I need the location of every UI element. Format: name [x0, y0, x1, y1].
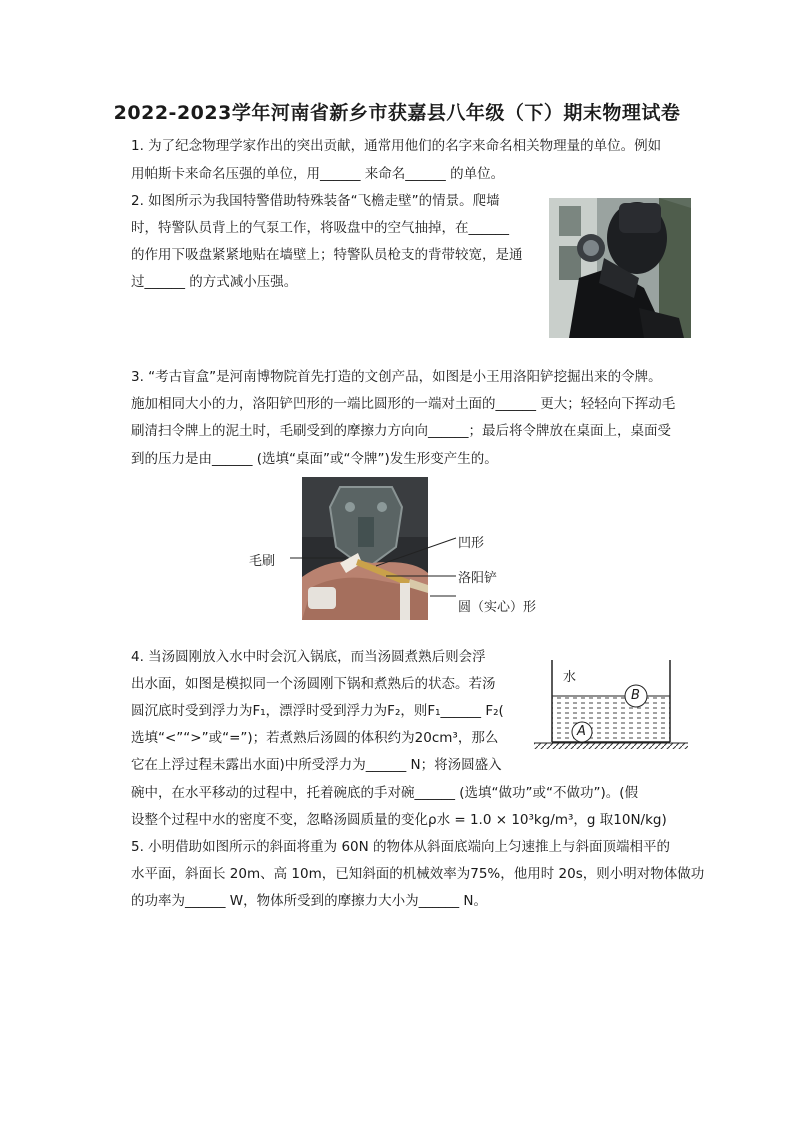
- police-photo-illustration: [549, 198, 691, 338]
- q3-line-4: 到的压力是由______ (选填“桌面”或“令牌”)发生形变产生的。: [131, 451, 498, 467]
- q5-line-3: 的功率为______ W，物体所受到的摩擦力大小为______ N。: [131, 893, 488, 909]
- q4-line-2: 出水面，如图是模拟同一个汤圆刚下锅和煮熟后的状态。若汤: [131, 676, 496, 692]
- q2-line-3: 的作用下吸盘紧紧地贴在墙壁上；特警队员枪支的背带较宽，是通: [131, 247, 523, 263]
- q4-line-7: 设整个过程中水的密度不变，忽略汤圆质量的变化ρ水 = 1.0 × 10³kg/m³，g 取10N/kg): [131, 812, 667, 828]
- police-climbing-photo: [549, 198, 691, 338]
- label-brush: 毛刷: [249, 554, 276, 569]
- q5-line-1: 5. 小明借助如图所示的斜面将重为 60N 的物体从斜面底端向上匀速推上与斜面顶端相平的: [131, 839, 671, 855]
- label-water: 水: [563, 670, 577, 685]
- q4-line-6: 碗中，在水平移动的过程中，托着碗底的手对碗______ (选填“做功”或“不做功”)。(假: [131, 785, 639, 801]
- token-figure-leader-lines: [280, 530, 480, 610]
- label-concave: 凹形: [458, 536, 485, 551]
- q5-line-2: 水平面，斜面长 20m、高 10m，已知斜面的机械效率为75%，他用时 20s，则小明对物体做功: [131, 866, 705, 882]
- q3-line-3: 刷清扫令牌上的泥土时，毛刷受到的摩擦力方向向______；最后将令牌放在桌面上，桌面受: [131, 423, 671, 439]
- q2-line-1: 2. 如图所示为我国特警借助特殊装备“飞檐走壁”的情景。爬墙: [131, 193, 500, 209]
- label-luoyang-shovel: 洛阳铲: [458, 571, 498, 586]
- q4-line-5: 它在上浮过程未露出水面)中所受浮力为______ N；将汤圆盛入: [131, 757, 502, 773]
- page-title: 2022-2023学年河南省新乡市获嘉县八年级（下）期末物理试卷: [113, 102, 681, 124]
- q3-line-1: 3. “考古盲盒”是河南博物院首先打造的文创产品，如图是小王用洛阳铲挖掘出来的令牌。: [131, 369, 662, 385]
- q2-line-4: 过______ 的方式减小压强。: [131, 274, 298, 290]
- pot-diagram: [532, 656, 692, 752]
- q2-line-2: 时，特警队员背上的气泵工作，将吸盘中的空气抽掉，在______: [131, 220, 509, 236]
- q4-line-4: 选填“<”“>”或“=”)；若煮熟后汤圆的体积约为20cm³，那么: [131, 730, 499, 746]
- q1-line-1: 1. 为了纪念物理学家作出的突出贡献，通常用他们的名字来命名相关物理量的单位。例如: [131, 138, 662, 154]
- q4-line-1: 4. 当汤圆刚放入水中时会沉入锅底，而当汤圆煮熟后则会浮: [131, 649, 486, 665]
- q1-line-2: 用帕斯卡来命名压强的单位，用______ 来命名______ 的单位。: [131, 166, 505, 182]
- label-ball-a: A: [577, 724, 586, 739]
- q4-line-3: 圆沉底时受到浮力为F₁，漂浮时受到浮力为F₂，则F₁______ F₂(: [131, 703, 504, 719]
- label-round-solid: 圆（实心）形: [458, 600, 537, 615]
- label-ball-b: B: [631, 688, 640, 703]
- q3-line-2: 施加相同大小的力，洛阳铲凹形的一端比圆形的一端对土面的______ 更大；轻轻向下挥动毛: [131, 396, 676, 412]
